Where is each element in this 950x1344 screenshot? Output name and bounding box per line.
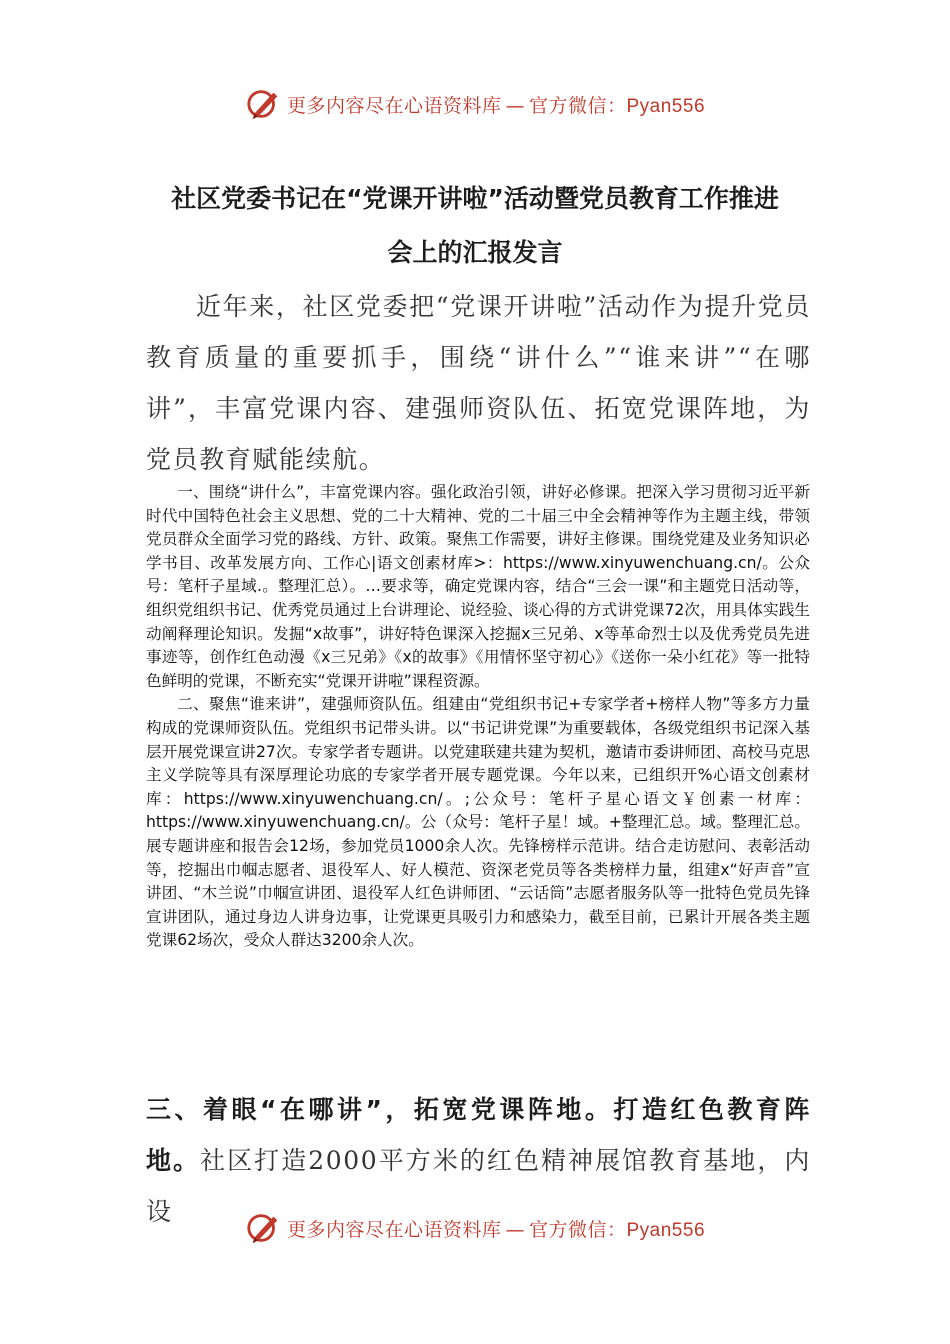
- banner-separator: —: [505, 1218, 525, 1241]
- banner-text: [287, 1215, 705, 1242]
- banner-contact: 官方微信：: [528, 94, 627, 117]
- banner-main: 更多内容尽在心语资料库: [286, 1218, 502, 1241]
- pen-logo-icon: [245, 1209, 283, 1247]
- banner-separator: —: [505, 94, 525, 117]
- header-banner: [0, 84, 950, 124]
- intro-paragraph: 近年来，社区党委把“党课开讲啦”活动作为提升党员教育质量的重要抓手，围绕“讲什么”“谁来讲”“在哪讲”，丰富党课内容、建强师资队伍、拓宽党课阵地，为党员教育赋能续航。: [146, 292, 811, 474]
- title-line-1: 社区党委书记在“党课开讲啦”活动暨党员教育工作推进: [171, 184, 779, 213]
- pen-logo-icon: [245, 85, 283, 123]
- title-line-2: 会上的汇报发言: [387, 238, 563, 267]
- section-3-text: 社区打造2000平方米的红色精神展馆教育基地，内设: [146, 1146, 811, 1226]
- banner-contact: 官方微信：: [528, 1218, 627, 1241]
- document-title: [110, 172, 840, 280]
- footer-banner: [0, 1208, 950, 1248]
- banner-wechat-id: Pyan556: [626, 1219, 706, 1241]
- section-1-paragraph: 一、围绕“讲什么”，丰富党课内容。强化政治引领，讲好必修课。把深入学习贯彻习近平新时代中国特色社会主义思想、党的二十大精神、党的二十届三中全会精神等作为主题主线，带领党员群众全面学习党的路线、方针、政策。聚焦工作需要，讲好主修课。围绕党建及业务知识必学书目、改革发展方向、工作心|语文创素材库>：https://www.xinyuwenchuang.cn/。公众号：笔杆子星域.。整理汇总）。…要求等，确定党课内容，结合“三会一课”和主题党日活动等，组织党组织书记、优秀党员通过上台讲理论、说经验、谈心得的方式讲党课72次，用具体实践生动阐释理论知识。发掘“x故事”，讲好特色课深入挖掘x三兄弟、x等革命烈士以及优秀党员先进事迹等，创作红色动漫《x三兄弟》《x的故事》《用情怀坚守初心》《送你一朵小红花》等一批特色鲜明的党课，不断充实“党课开讲啦”课程资源。: [146, 483, 810, 690]
- section-3-heading: 三、着眼“在哪讲”，拓宽党课阵地。打造红色教育阵地。: [146, 1095, 811, 1175]
- body-small-text: [146, 481, 810, 953]
- banner-text: [287, 91, 705, 118]
- banner-wechat-id: Pyan556: [626, 95, 706, 117]
- banner-main: 更多内容尽在心语资料库: [286, 94, 502, 117]
- section-2-paragraph: 二、聚焦“谁来讲”，建强师资队伍。组建由“党组织书记+专家学者+榜样人物”等多方力量构成的党课师资队伍。党组织书记带头讲。以“书记讲党课”为重要载体，各级党组织书记深入基层开展党课宣讲27次。专家学者专题讲。以党建联建共建为契机，邀请市委讲师团、高校马克思主义学院等具有深厚理论功底的专家学者开展专题党课。今年以来，已组织开%心语文创素材库：https://www.xinyuwenchuang.cn/。;公众号：笔杆子星心语文￥创素一材库：https://www.xinyuwenchuang.cn/。公（众号：笔杆子星！域。+整理汇总。域。整理汇总。展专题讲座和报告会12场，参加党员1000余人次。先锋榜样示范讲。结合走访慰问、表彰活动等，挖掘出巾帼志愿者、退役军人、好人模范、资深老党员等各类榜样力量，组建x“好声音”宣讲团、“木兰说”巾帼宣讲团、退役军人红色讲师团、“云话筒”志愿者服务队等一批特色党员先锋宣讲团队，通过身边人讲身边事，让党课更具吸引力和感染力，截至目前，已累计开展各类主题党课62场次，受众人群达3200余人次。: [146, 695, 810, 950]
